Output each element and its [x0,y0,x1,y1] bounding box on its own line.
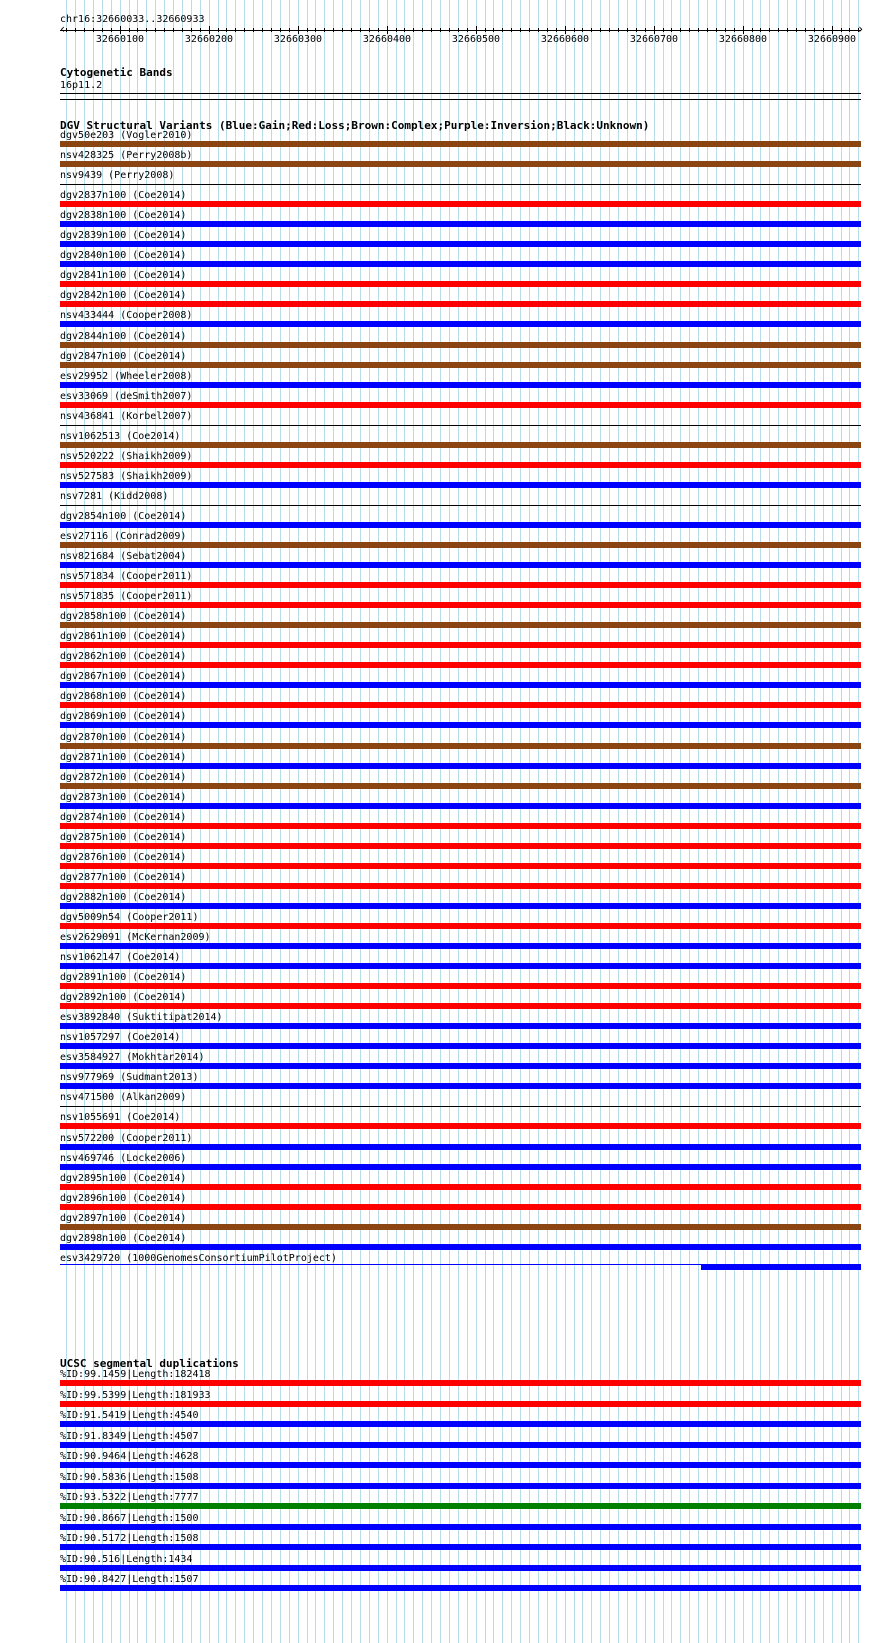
ruler-tick-label: 32660200 [184,34,234,45]
ruler-minor-tick [627,28,628,32]
dgv-variant-bar[interactable] [60,1164,861,1170]
dgv-variant-label: dgv2876n100 (Coe2014) [60,852,187,863]
ruler-minor-tick [743,26,744,34]
ruler-minor-tick [449,28,450,32]
dgv-variant-bar[interactable] [60,783,861,789]
ruler-minor-tick [582,28,583,32]
ruler-minor-tick [823,28,824,32]
ruler-minor-tick [458,28,459,32]
ruler-minor-tick [663,28,664,32]
dgv-variant-label: dgv2861n100 (Coe2014) [60,631,187,642]
ruler-minor-tick [226,28,227,32]
segdup-label: %ID:99.1459|Length:182418 [60,1369,211,1380]
ruler-minor-tick [529,28,530,32]
dgv-variant-label: esv33069 (deSmith2007) [60,391,193,402]
dgv-variant-bar[interactable] [60,622,861,628]
ruler-minor-tick [600,28,601,32]
ruler-minor-tick [173,28,174,32]
dgv-variant-bar[interactable] [60,362,861,368]
ruler-minor-tick [262,28,263,32]
segdup-label: %ID:90.8427|Length:1507 [60,1574,199,1585]
ruler-minor-tick [440,28,441,32]
dgv-variant-bar[interactable] [60,763,861,769]
dgv-variant-label: nsv821684 (Sebat2004) [60,551,187,562]
ruler-tick-label: 32660500 [451,34,501,45]
ruler-minor-tick [832,26,833,34]
dgv-variant-label: nsv433444 (Cooper2008) [60,310,193,321]
dgv-variant-label: nsv571835 (Cooper2011) [60,591,193,602]
cytoband-track-title: Cytogenetic Bands [60,66,173,79]
dgv-variant-label: dgv2837n100 (Coe2014) [60,190,187,201]
dgv-variant-bar[interactable] [60,1123,861,1129]
dgv-variant-label: esv29952 (Wheeler2008) [60,371,193,382]
dgv-variant-bar[interactable] [60,582,861,588]
segdup-label: %ID:99.5399|Length:181933 [60,1390,211,1401]
ruler-minor-tick [102,28,103,32]
segdup-bar[interactable] [60,1483,861,1489]
dgv-variant-label: dgv2875n100 (Coe2014) [60,832,187,843]
cytoband-label: 16p11.2 [60,80,103,91]
segdup-bar[interactable] [60,1442,861,1448]
dgv-variant-label: dgv2844n100 (Coe2014) [60,331,187,342]
dgv-variant-label: nsv428325 (Perry2008b) [60,150,193,161]
dgv-variant-label: dgv2841n100 (Coe2014) [60,270,187,281]
dgv-variant-label: esv3892840 (Suktitipat2014) [60,1012,223,1023]
segdup-label: %ID:91.8349|Length:4507 [60,1431,199,1442]
dgv-variant-bar[interactable] [60,903,861,909]
ruler-minor-tick [164,28,165,32]
segdup-bar[interactable] [60,1524,861,1530]
dgv-variant-bar[interactable] [60,1204,861,1210]
dgv-variant-bar[interactable] [60,402,861,408]
dgv-variant-bar[interactable] [60,883,861,889]
ruler-minor-tick [200,28,201,32]
dgv-variant-label: nsv520222 (Shaikh2009) [60,451,193,462]
dgv-variant-label: dgv2867n100 (Coe2014) [60,671,187,682]
ruler-minor-tick [680,28,681,32]
ruler-tick-label: 32660100 [95,34,145,45]
dgv-variant-label: dgv5009n54 (Cooper2011) [60,912,199,923]
ruler-minor-tick [849,28,850,32]
dgv-variant-bar[interactable] [60,281,861,287]
dgv-variant-label: dgv2870n100 (Coe2014) [60,732,187,743]
dgv-variant-label: dgv2868n100 (Coe2014) [60,691,187,702]
dgv-variant-bar[interactable] [60,702,861,708]
dgv-variant-label: nsv7281 (Kidd2008) [60,491,169,502]
ruler-minor-tick [725,28,726,32]
dgv-variant-label: esv3584927 (Mokhtar2014) [60,1052,205,1063]
dgv-variant-label: dgv2898n100 (Coe2014) [60,1233,187,1244]
ruler-tick-label: 32660600 [540,34,590,45]
ruler-minor-tick [396,28,397,32]
dgv-variant-label: nsv1055691 (Coe2014) [60,1112,181,1123]
dgv-variant-label: dgv2842n100 (Coe2014) [60,290,187,301]
segdup-label: %ID:90.8667|Length:1500 [60,1513,199,1524]
ruler-minor-tick [769,28,770,32]
segdup-bar[interactable] [60,1421,861,1427]
dgv-variant-label: dgv2891n100 (Coe2014) [60,972,187,983]
ruler-minor-tick [315,28,316,32]
dgv-variant-label: dgv2862n100 (Coe2014) [60,651,187,662]
ruler-minor-tick [520,28,521,32]
ruler-minor-tick [120,26,121,34]
dgv-variant-bar[interactable] [60,642,861,648]
dgv-variant-label: nsv1057297 (Coe2014) [60,1032,181,1043]
ruler-minor-tick [796,28,797,32]
ruler-minor-tick [707,28,708,32]
dgv-variant-label: nsv571834 (Cooper2011) [60,571,193,582]
dgv-variant-label: esv2629091 (McKernan2009) [60,932,211,943]
ruler-tick-label: 32660900 [807,34,857,45]
ruler-minor-tick [476,26,477,34]
ruler-minor-tick [716,28,717,32]
ruler-minor-tick [511,28,512,32]
segdup-label: %ID:90.5172|Length:1508 [60,1533,199,1544]
dgv-variant-label: nsv9439 (Perry2008) [60,170,175,181]
dgv-variant-bar[interactable] [60,963,861,969]
dgv-variant-bar[interactable] [60,221,861,227]
ruler-minor-tick [182,28,183,32]
ruler-minor-tick [698,28,699,32]
dgv-variant-bar[interactable] [60,161,861,167]
dgv-variant-bar[interactable] [60,442,861,448]
ruler-minor-tick [609,28,610,32]
segdup-bar[interactable] [60,1544,861,1550]
segdup-bar[interactable] [60,1585,861,1591]
dgv-variant-bar[interactable] [60,522,861,528]
dgv-variant-bar[interactable] [60,1083,861,1089]
dgv-variant-label: dgv2840n100 (Coe2014) [60,250,187,261]
dgv-variant-bar[interactable] [60,923,861,929]
ruler-minor-tick [333,28,334,32]
dgv-variant-bar[interactable] [60,943,861,949]
dgv-variant-label: dgv2839n100 (Coe2014) [60,230,187,241]
ruler-minor-tick [289,28,290,32]
ruler-minor-tick [689,28,690,32]
segdup-label: %ID:93.5322|Length:7777 [60,1492,199,1503]
ruler-minor-tick [84,28,85,32]
dgv-variant-bar[interactable] [60,1043,861,1049]
dgv-variant-bar[interactable] [60,342,861,348]
ruler-minor-tick [253,28,254,32]
ruler-minor-tick [146,28,147,32]
dgv-variant-label: dgv2854n100 (Coe2014) [60,511,187,522]
cytoband-line-2 [60,99,861,100]
dgv-variant-label: esv27116 (Conrad2009) [60,531,187,542]
dgv-variant-baseline [60,1264,701,1265]
dgv-variant-label: dgv50e203 (Vogler2010) [60,130,193,141]
ruler-minor-tick [235,28,236,32]
dgv-variant-label: dgv2874n100 (Coe2014) [60,812,187,823]
ruler-minor-tick [734,28,735,32]
dgv-variant-bar[interactable] [60,1106,861,1107]
dgv-variant-bar[interactable] [701,1264,861,1270]
ruler-minor-tick [814,28,815,32]
segdup-bar[interactable] [60,1462,861,1468]
ruler-minor-tick [209,26,210,34]
ruler-minor-tick [351,28,352,32]
ruler-minor-tick [129,28,130,32]
cytoband-line-1 [60,93,861,94]
ruler-minor-tick [307,28,308,32]
dgv-variant-bar[interactable] [60,562,861,568]
segdup-bar[interactable] [60,1503,861,1509]
ruler-minor-tick [841,28,842,32]
ruler-minor-tick [805,28,806,32]
dgv-variant-bar[interactable] [60,863,861,869]
ruler-minor-tick [93,28,94,32]
ruler-minor-tick [155,28,156,32]
segdup-label: %ID:90.516|Length:1434 [60,1554,193,1565]
segdup-track-title: UCSC segmental duplications [60,1357,239,1370]
ruler-minor-tick [324,28,325,32]
ruler-minor-tick [485,28,486,32]
ruler-tick-label: 32660400 [362,34,412,45]
dgv-variant-bar[interactable] [60,425,861,426]
dgv-variant-label: nsv1062147 (Coe2014) [60,952,181,963]
ruler-minor-tick [369,28,370,32]
dgv-variant-label: dgv2838n100 (Coe2014) [60,210,187,221]
dgv-variant-bar[interactable] [60,662,861,668]
dgv-variant-bar[interactable] [60,983,861,989]
dgv-variant-label: dgv2877n100 (Coe2014) [60,872,187,883]
dgv-variant-bar[interactable] [60,682,861,688]
ruler-minor-tick [752,28,753,32]
dgv-variant-bar[interactable] [60,301,861,307]
ruler-arrow-right-icon: › [857,22,865,36]
dgv-variant-bar[interactable] [60,382,861,388]
ruler-minor-tick [467,28,468,32]
ruler-minor-tick [280,28,281,32]
dgv-variant-label: dgv2895n100 (Coe2014) [60,1173,187,1184]
ruler-minor-tick [671,28,672,32]
segdup-label: %ID:90.9464|Length:4628 [60,1451,199,1462]
ruler-minor-tick [404,28,405,32]
dgv-variant-bar[interactable] [60,1224,861,1230]
dgv-variant-bar[interactable] [60,482,861,488]
dgv-variant-bar[interactable] [60,542,861,548]
ruler-minor-tick [218,28,219,32]
ruler-minor-tick [191,28,192,32]
dgv-variant-label: dgv2873n100 (Coe2014) [60,792,187,803]
ruler-minor-tick [618,28,619,32]
ruler-minor-tick [378,28,379,32]
ruler-minor-tick [271,28,272,32]
dgv-variant-label: nsv977969 (Sudmant2013) [60,1072,199,1083]
dgv-variant-bar[interactable] [60,1003,861,1009]
ruler-minor-tick [75,28,76,32]
dgv-variant-label: dgv2871n100 (Coe2014) [60,752,187,763]
segdup-label: %ID:91.5419|Length:4540 [60,1410,199,1421]
ruler-minor-tick [787,28,788,32]
dgv-variant-bar[interactable] [60,201,861,207]
dgv-variant-bar[interactable] [60,1184,861,1190]
dgv-variant-label: nsv572200 (Cooper2011) [60,1133,193,1144]
dgv-variant-bar[interactable] [60,602,861,608]
dgv-variant-label: nsv436841 (Korbel2007) [60,411,193,422]
ruler-minor-tick [645,28,646,32]
ruler-coordinates: chr16:32660033..32660933 [60,14,205,25]
ruler-minor-tick [574,28,575,32]
ruler-minor-tick [244,28,245,32]
ruler-minor-tick [547,28,548,32]
ruler-minor-tick [556,28,557,32]
dgv-variant-bar[interactable] [60,321,861,327]
dgv-variant-bar[interactable] [60,843,861,849]
dgv-variant-label: dgv2847n100 (Coe2014) [60,351,187,362]
dgv-variant-label: nsv527583 (Shaikh2009) [60,471,193,482]
dgv-variant-label: dgv2896n100 (Coe2014) [60,1193,187,1204]
dgv-variant-bar[interactable] [60,743,861,749]
segdup-label: %ID:90.5836|Length:1508 [60,1472,199,1483]
segdup-bar[interactable] [60,1401,861,1407]
dgv-variant-bar[interactable] [60,722,861,728]
dgv-variant-bar[interactable] [60,1144,861,1150]
ruler-minor-tick [591,28,592,32]
dgv-variant-label: dgv2869n100 (Coe2014) [60,711,187,722]
dgv-variant-bar[interactable] [60,1244,861,1250]
ruler-minor-tick [111,28,112,32]
ruler-minor-tick [760,28,761,32]
dgv-variant-label: dgv2892n100 (Coe2014) [60,992,187,1003]
ruler-minor-tick [502,28,503,32]
ruler-minor-tick [636,28,637,32]
ruler-minor-tick [413,28,414,32]
ruler-arrow-left-icon: ‹ [59,22,67,36]
dgv-variant-label: nsv469746 (Locke2006) [60,1153,187,1164]
ruler-minor-tick [565,26,566,34]
dgv-variant-bar[interactable] [60,462,861,468]
segdup-bar[interactable] [60,1380,861,1386]
dgv-variant-bar[interactable] [60,184,861,185]
dgv-variant-bar[interactable] [60,505,861,506]
dgv-variant-label: dgv2872n100 (Coe2014) [60,772,187,783]
dgv-track-title: DGV Structural Variants (Blue:Gain;Red:Loss;Brown:Complex;Purple:Inversion;Black:Unknown) [60,119,650,132]
dgv-variant-label: esv3429720 (1000GenomesConsortiumPilotProject) [60,1253,337,1264]
segdup-bar[interactable] [60,1565,861,1571]
ruler-axis [60,30,861,31]
ruler-tick-label: 32660800 [718,34,768,45]
ruler-minor-tick [493,28,494,32]
ruler-minor-tick [538,28,539,32]
ruler-minor-tick [778,28,779,32]
ruler-minor-tick [298,26,299,34]
dgv-variant-bar[interactable] [60,823,861,829]
ruler-minor-tick [137,28,138,32]
ruler-minor-tick [654,26,655,34]
dgv-variant-label: nsv1062513 (Coe2014) [60,431,181,442]
ruler-minor-tick [431,28,432,32]
dgv-variant-bar[interactable] [60,803,861,809]
ruler-tick-label: 32660700 [629,34,679,45]
dgv-variant-bar[interactable] [60,141,861,147]
dgv-variant-bar[interactable] [60,1023,861,1029]
dgv-variant-label: dgv2897n100 (Coe2014) [60,1213,187,1224]
ruler-minor-tick [342,28,343,32]
dgv-variant-label: nsv471500 (Alkan2009) [60,1092,187,1103]
ruler-minor-tick [422,28,423,32]
dgv-variant-bar[interactable] [60,261,861,267]
ruler-tick-label: 32660300 [273,34,323,45]
dgv-variant-bar[interactable] [60,241,861,247]
ruler-minor-tick [387,26,388,34]
ruler-minor-tick [360,28,361,32]
dgv-variant-label: dgv2858n100 (Coe2014) [60,611,187,622]
dgv-variant-bar[interactable] [60,1063,861,1069]
dgv-variant-label: dgv2882n100 (Coe2014) [60,892,187,903]
